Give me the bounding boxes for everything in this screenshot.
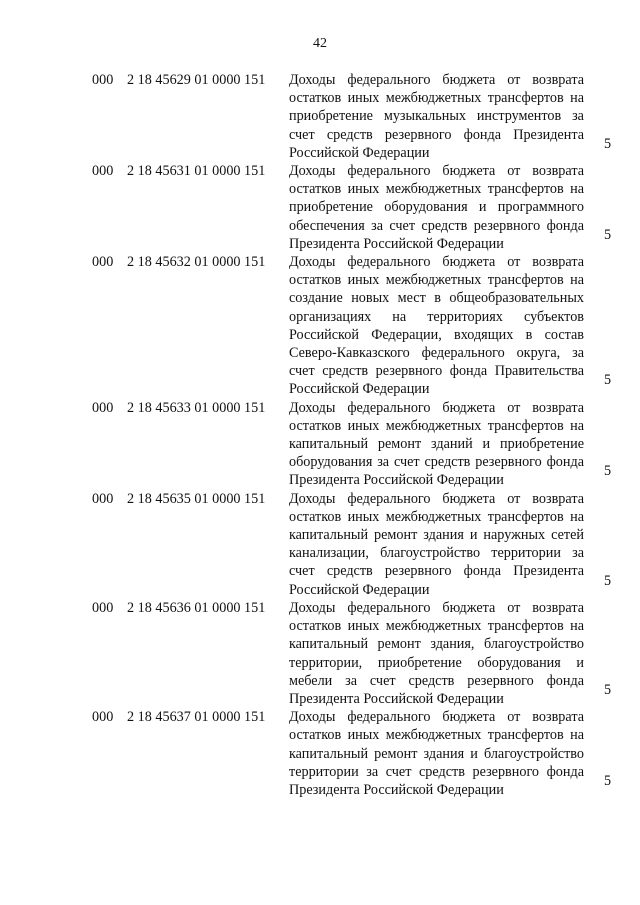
page-number: 42 bbox=[313, 36, 327, 51]
table-row bbox=[0, 490, 640, 599]
budget-classification-code: 2 18 45636 01 0000 151 bbox=[127, 599, 266, 616]
income-description: Доходы федерального бюджета от возврата остатков иных межбюджетных трансфертов на капитальный ремонт зданий и приобретение оборудования за счет средств резервного фонда Президента Российской Федерации bbox=[289, 399, 584, 489]
budget-classification-code: 2 18 45637 01 0000 151 bbox=[127, 709, 266, 726]
income-description: Доходы федерального бюджета от возврата остатков иных межбюджетных трансфертов на капитальный ремонт здания и благоустройство территории за счет средств резервного фонда Президента Российской Федерации bbox=[289, 709, 584, 798]
budget-codes-table bbox=[0, 71, 640, 799]
norm-value: 5 bbox=[604, 772, 612, 789]
table-row bbox=[0, 599, 640, 708]
norm-value: 5 bbox=[604, 463, 612, 480]
income-description: Доходы федерального бюджета от возврата остатков иных межбюджетных трансфертов на приобретение музыкальных инструментов за счет средств резервного фонда Президента Российской Федерации bbox=[289, 72, 584, 161]
table-row bbox=[0, 162, 640, 253]
admin-code: 000 bbox=[92, 163, 114, 180]
income-description: Доходы федерального бюджета от возврата остатков иных межбюджетных трансфертов на капитальный ремонт здания и наружных сетей канализации, благоустройство территории за счет средств резервного фонда Президента Российской Федерации bbox=[289, 490, 584, 598]
admin-code: 000 bbox=[92, 709, 114, 726]
table-row bbox=[0, 253, 640, 399]
norm-value: 5 bbox=[604, 572, 612, 589]
admin-code: 000 bbox=[92, 490, 114, 507]
budget-classification-code: 2 18 45631 01 0000 151 bbox=[127, 163, 266, 180]
admin-code: 000 bbox=[92, 254, 114, 271]
income-description: Доходы федерального бюджета от возврата остатков иных межбюджетных трансфертов на капитальный ремонт здания, благоустройство территории, приобретение оборудования и мебели за счет средств резервного фонда Президента Российской Федерации bbox=[289, 599, 584, 707]
admin-code: 000 bbox=[92, 599, 114, 616]
budget-classification-code: 2 18 45635 01 0000 151 bbox=[127, 490, 266, 507]
budget-classification-code: 2 18 45633 01 0000 151 bbox=[127, 399, 266, 416]
table-row bbox=[0, 399, 640, 490]
table-row bbox=[0, 71, 640, 162]
budget-classification-code: 2 18 45632 01 0000 151 bbox=[127, 254, 266, 271]
table-row bbox=[0, 708, 640, 799]
norm-value: 5 bbox=[604, 135, 612, 152]
norm-value: 5 bbox=[604, 681, 612, 698]
admin-code: 000 bbox=[92, 399, 114, 416]
admin-code: 000 bbox=[92, 72, 114, 88]
income-description: Доходы федерального бюджета от возврата остатков иных межбюджетных трансфертов на приобретение оборудования и программного обеспечения за счет средств резервного фонда Президента Российской Федерации bbox=[289, 163, 584, 252]
income-description: Доходы федерального бюджета от возврата остатков иных межбюджетных трансфертов на создание новых мест в общеобразовательных организациях на территориях субъектов Российской Федерации, входящих в состав Северо-Кавказского федерального округа, за счет средств резервного фонда Правительства Российской Федерации bbox=[289, 254, 584, 398]
norm-value: 5 bbox=[604, 226, 612, 243]
norm-value: 5 bbox=[604, 372, 612, 389]
budget-classification-code: 2 18 45629 01 0000 151 bbox=[127, 72, 266, 88]
